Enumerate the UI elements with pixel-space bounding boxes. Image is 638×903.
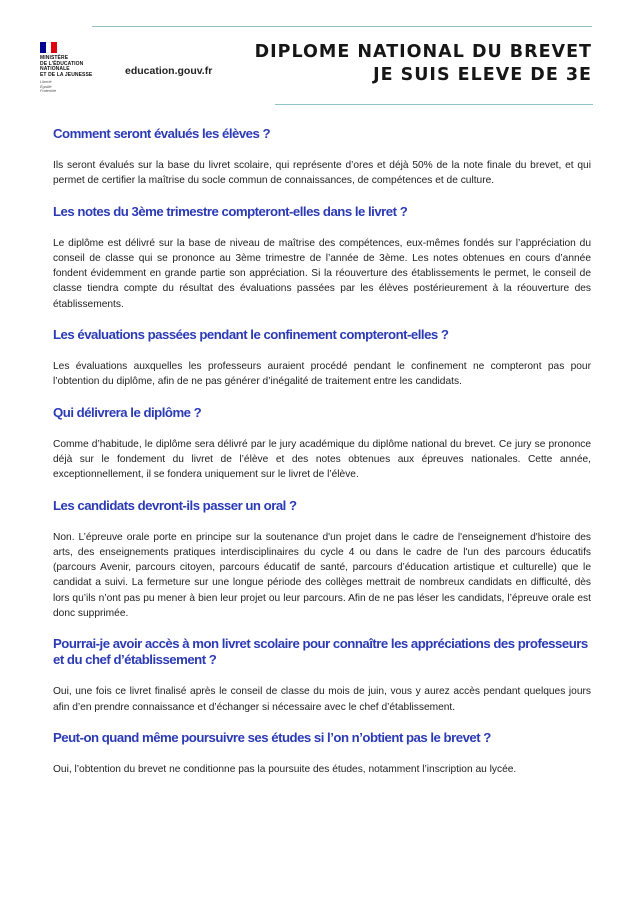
faq-answer: Ils seront évalués sur la base du livret scolaire, qui représente d’ores et déjà 50% de la note finale du brevet, et qui permet de certifier la maîtrise du socle commun de connaissances, de compétences et de culture. bbox=[53, 160, 591, 187]
motto-line: Fraternité bbox=[40, 88, 57, 93]
ministry-line: ET DE LA JEUNESSE bbox=[40, 71, 93, 78]
motto-line: Égalité bbox=[40, 84, 52, 89]
faq-content bbox=[53, 126, 591, 792]
faq-answer: Le diplôme est délivré sur la base de niveau de maîtrise des compétences, eux-mêmes fondés sur l’appréciation du conseil de classe qui se prononce au 3ème trimestre de l’année de 3ème. Les notes obtenues en cours d’année fondent évidemment en grande partie son appréciation. Si la réouverture des établissements le permet, le conseil de classe tiendra compte du résultat des évaluations passées par les élèves postérieurement à la réouverture des établissements. bbox=[53, 237, 591, 310]
faq-section bbox=[53, 204, 591, 312]
title-line-1: DIPLOME NATIONAL DU BREVET bbox=[254, 42, 592, 62]
site-name: education.gouv.fr bbox=[125, 65, 213, 77]
faq-section bbox=[53, 327, 591, 390]
faq-question: Les évaluations passées pendant le confinement compteront-elles ? bbox=[53, 327, 449, 343]
ministry-line: NATIONALE bbox=[40, 66, 70, 73]
ministry-line: DE L'ÉDUCATION bbox=[40, 60, 84, 67]
motto-line: Liberté bbox=[40, 80, 52, 85]
ministry-line: MINISTÈRE bbox=[40, 55, 69, 61]
faq-answer: Les évaluations auxquelles les professeurs auraient procédé pendant le confinement ne compteront pas pour l’obtention du diplôme, afin de ne pas générer d’inégalité de traitement entre les candidats. bbox=[53, 361, 591, 388]
faq-section bbox=[53, 636, 591, 715]
ministry-name bbox=[40, 56, 115, 78]
title-line-2: JE SUIS ELEVE DE 3E bbox=[373, 65, 592, 85]
french-flag-icon bbox=[40, 42, 57, 53]
page-title bbox=[255, 41, 592, 87]
faq-question: Qui délivrera le diplôme ? bbox=[53, 404, 202, 420]
faq-section bbox=[53, 126, 591, 189]
faq-answer: Non. L’épreuve orale porte en principe sur la soutenance d'un projet dans le cadre de l'enseignement d'histoire des arts, des enseignements pratiques interdisciplinaires du cycle 4 ou dans le cadre de l'un des parcours éducatifs (parcours Avenir, parcours citoyen, parcours éducatif de santé, parcours d’éducation artistique et culturelle) que le candidat a suivi. La fermeture sur une longue période des collèges mettrait de nombreux candidats en difficulté, dès lors qu’ils n’ont pas pu mener à bien leur projet ou leur parcours. Afin de ne pas léser les candidats, l’épreuve orale est donc supprimée. bbox=[53, 531, 591, 620]
faq-section bbox=[53, 498, 591, 622]
faq-answer: Oui, une fois ce livret finalisé après le conseil de classe du mois de juin, vous y aurez accès pendant quelques jours afin d’en prendre connaissance et d’échanger si nécessaire avec le chef d’établissement. bbox=[53, 686, 591, 713]
faq-question: Les notes du 3ème trimestre compteront-elles dans le livret ? bbox=[53, 203, 408, 219]
header-top-rule bbox=[92, 26, 592, 27]
faq-question: Pourrai-je avoir accès à mon livret scolaire pour connaître les appréciations des professeurs et du chef d’établissement ? bbox=[53, 636, 588, 668]
faq-question: Comment seront évalués les élèves ? bbox=[53, 126, 271, 141]
faq-section bbox=[53, 405, 591, 483]
flag-red bbox=[51, 42, 57, 53]
faq-answer: Comme d’habitude, le diplôme sera délivré par le jury académique du diplôme national du brevet. Ce jury se prononce déjà sur le fondement du livret de l’élève et des notes obtenues aux épreuves nationales. Cette année, exceptionnellement, il se fondera uniquement sur le livret de l’élève. bbox=[53, 438, 591, 481]
faq-section bbox=[53, 730, 591, 777]
faq-question: Peut-on quand même poursuivre ses études si l’on n’obtient pas le brevet ? bbox=[53, 729, 491, 745]
republic-motto bbox=[40, 80, 115, 93]
ministry-logo bbox=[40, 42, 115, 102]
header-bottom-rule bbox=[275, 104, 593, 105]
faq-answer: Oui, l’obtention du brevet ne conditionne pas la poursuite des études, notamment l’inscription au lycée. bbox=[53, 763, 517, 775]
faq-question: Les candidats devront-ils passer un oral ? bbox=[53, 497, 297, 513]
